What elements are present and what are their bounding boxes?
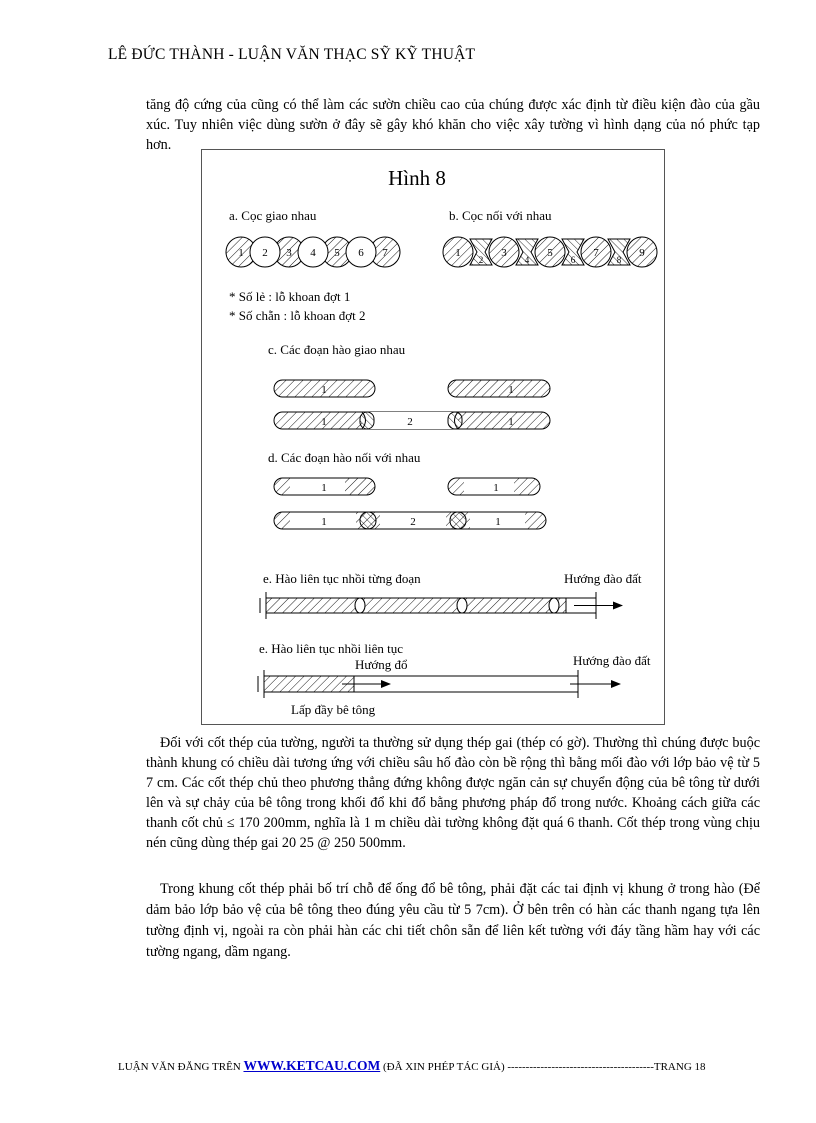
trench-c-top-right: 1 [508, 384, 514, 396]
pile-b-9: 9 [639, 247, 645, 259]
label-a: a. Cọc giao nhau [229, 208, 317, 223]
pile-b-6: 6 [570, 255, 576, 265]
e1-direction-label: Hướng đào đất [564, 571, 642, 586]
footer-suffix: (ĐÃ XIN PHÉP TÁC GIẢ) ----------------------------------------TRANG 18 [383, 1061, 706, 1073]
footer-website-link[interactable]: WWW.KETCAU.COM [243, 1058, 381, 1073]
continuous-trench-poured [258, 670, 620, 698]
pile-b-4: 4 [524, 255, 530, 265]
continuous-trench-segmented [260, 592, 622, 619]
label-e1: e. Hào liên tục nhồi từng đoạn [263, 571, 421, 586]
pile-b-8: 8 [616, 255, 622, 265]
trench-c-top-left: 1 [321, 384, 327, 396]
trench-d-bot-left: 1 [321, 516, 327, 528]
pile-a-3: 3 [286, 247, 292, 259]
figure-8-drawing [202, 150, 666, 726]
pile-a-2: 2 [262, 247, 268, 259]
paragraph-reinforcement: Đối với cốt thép của tường, người ta thường sử dụng thép gai (thép có gờ). Thường thì chúng được buộc thành khung có chiều dài tương ứng với chiều sâu hố đào còn bề rộng thì bằng mối đào với lớp bảo vệ từ 5 7 cm. Các cốt thép chủ theo phương thẳng đứng không được ngăn cản sự chuyển động của bê tông từ dưới lên và sự chảy của bê tông trong khối đổ khi đổ bằng phương pháp đổ trong nước. Khoảng cách giữa các thanh cốt chủ ≤ 170 200mm, nghĩa là 1 m chiều dài tường không đặt quá 6 thanh. Cốt thép trong vùng chịu nén cũng dùng thép gai 20 25 @ 250 500mm. [146, 735, 760, 851]
trench-c-bot-right: 1 [508, 416, 514, 428]
trench-c-bot-mid: 2 [407, 416, 413, 428]
trench-d-bot-mid: 2 [410, 516, 416, 528]
page-footer [118, 1058, 706, 1074]
note-even: * Số chẵn : lỗ khoan đợt 2 [229, 308, 366, 323]
label-b: b. Cọc nối với nhau [449, 208, 552, 223]
pile-a-6: 6 [358, 247, 364, 259]
pile-b-7: 7 [593, 247, 599, 259]
pile-a-7: 7 [382, 247, 388, 259]
label-e2: e. Hào liên tục nhồi liên tục [259, 641, 404, 656]
figure-8 [201, 149, 665, 725]
pile-b-1: 1 [455, 247, 461, 259]
paragraph-cage: Trong khung cốt thép phải bố trí chỗ để ống đổ bê tông, phải đặt các tai định vị khung ở trong hào (Để dảm bảo lớp bảo vệ của bê tông theo đúng yêu cầu từ 5 7cm). Ở bên trên có hàn các thanh ngang tựa lên tường định vị, ngoài ra còn phải hàn các chi tiết chôn sẵn để liên kết tường với đáy tầng hầm hay với các tường ngang, dầm ngang. [146, 881, 760, 960]
paragraph-intro: tăng độ cứng của cũng có thể làm các sườn chiều cao của chúng được xác định từ điều kiện đào của gầu xúc. Tuy nhiên việc dùng sườn ở đây sẽ gây khó khăn cho việc xây tường vì hình dạng của nó phức tạp hơn. [146, 97, 760, 153]
trench-d-top-left: 1 [321, 482, 327, 494]
pile-b-3: 3 [501, 247, 507, 259]
e2-direction-label: Hướng đào đất [573, 653, 651, 668]
pile-a-1: 1 [238, 247, 244, 259]
figure-title: Hình 8 [388, 166, 446, 190]
e2-fill-label: Lấp đầy bê tông [291, 702, 376, 717]
footer-prefix: LUẬN VĂN ĐĂNG TRÊN [118, 1061, 241, 1073]
trench-c-bot-left: 1 [321, 416, 327, 428]
note-odd: * Số lẻ : lỗ khoan đợt 1 [229, 289, 351, 304]
trench-d-top-right: 1 [493, 482, 499, 494]
pile-b-2: 2 [478, 255, 484, 265]
pile-a-5: 5 [334, 247, 340, 259]
trench-d-bot-right: 1 [495, 516, 501, 528]
label-d: d. Các đoạn hào nối với nhau [268, 450, 421, 465]
label-c: c. Các đoạn hào giao nhau [268, 342, 406, 357]
e2-pour-label: Hướng đổ [355, 657, 408, 672]
running-header: LÊ ĐỨC THÀNH - LUẬN VĂN THẠC SỸ KỸ THUẬT [108, 46, 476, 63]
pile-b-5: 5 [547, 247, 553, 259]
pile-a-4: 4 [310, 247, 316, 259]
